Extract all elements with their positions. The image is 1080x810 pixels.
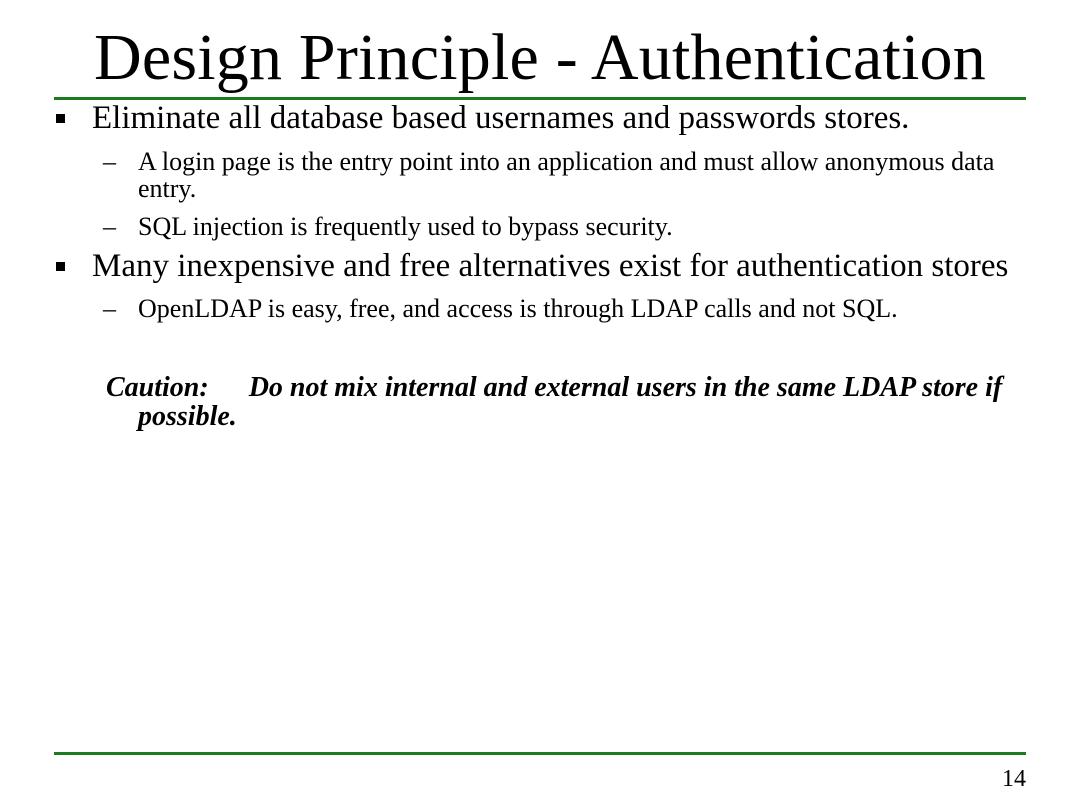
sub-bullet-text: SQL injection is frequently used to bypass security. <box>138 212 673 241</box>
sub-bullet-item <box>0 295 1080 322</box>
sub-bullet-text: OpenLDAP is easy, free, and access is through LDAP calls and not SQL. <box>138 294 898 323</box>
sub-bullet-item <box>0 213 1080 240</box>
dash-marker: – <box>103 212 116 241</box>
footer-divider <box>54 752 1026 755</box>
bullet-text: Many inexpensive and free alternatives exist for authentication stores <box>92 248 1009 284</box>
sub-bullet-item <box>0 148 1080 202</box>
sub-bullet-text: A login page is the entry point into an application and must allow anonymous data entry. <box>138 147 995 203</box>
bullet-item <box>0 249 1080 283</box>
caution-label: Caution: <box>106 372 209 403</box>
dash-marker: – <box>103 147 116 176</box>
dash-marker: – <box>103 294 116 323</box>
slide-content <box>0 101 1080 431</box>
square-bullet-icon <box>56 262 65 271</box>
square-bullet-icon <box>56 114 65 123</box>
bullet-item <box>0 101 1080 135</box>
page-number: 14 <box>1002 766 1026 792</box>
slide-title: Design Principle - Authentication <box>94 21 986 94</box>
caution-note <box>0 373 1080 431</box>
bullet-text: Eliminate all database based usernames and passwords stores. <box>92 100 910 136</box>
caution-text: Do not mix internal and external users in the same LDAP store if possible. <box>138 372 1003 432</box>
